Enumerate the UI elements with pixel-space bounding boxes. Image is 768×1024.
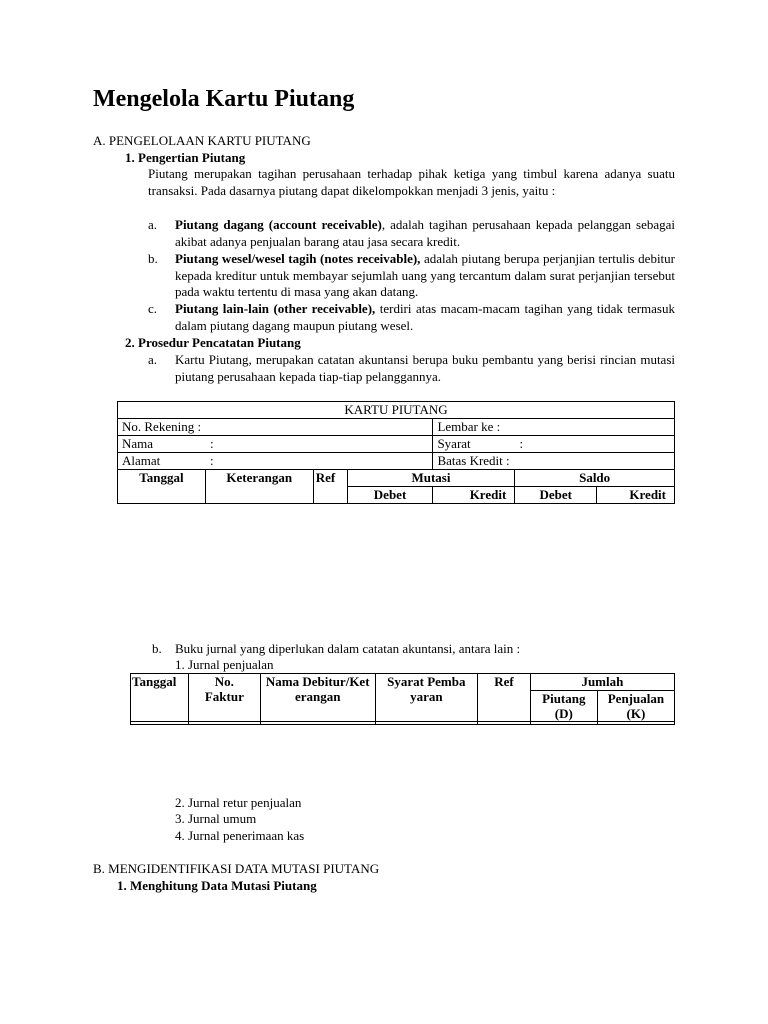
section-b-heading: B. MENGIDENTIFIKASI DATA MUTASI PIUTANG — [93, 861, 380, 876]
jurnal-header-tanggal: Tanggal — [131, 674, 189, 722]
alamat-colon: : — [210, 453, 214, 468]
jurnal-empty-cell — [597, 722, 674, 725]
jurnal-header-no-faktur: No. Faktur — [188, 674, 260, 722]
piutang-wesel-item — [175, 251, 675, 301]
jurnal-penjualan-item: 1. Jurnal penjualan — [175, 657, 274, 672]
header-saldo-debet: Debet — [515, 487, 597, 504]
syarat-colon: : — [519, 436, 524, 451]
batas-kredit-label: Batas Kredit : — [433, 453, 675, 470]
piutang-intro-paragraph: Piutang merupakan tagihan perusahaan terhadap pihak ketiga yang timbul karena adanya suatu transaksi. Pada dasarnya piutang dapat dikelompokkan menjadi 3 jenis, yaitu : — [148, 166, 675, 198]
jurnal-header-piutang: Piutang (D) — [530, 691, 597, 722]
header-saldo: Saldo — [515, 470, 675, 487]
list-marker-2b: b. — [152, 641, 162, 656]
header-ref: Ref — [313, 470, 347, 504]
jurnal-kas-item: 4. Jurnal penerimaan kas — [175, 828, 305, 843]
alamat-cell — [118, 453, 433, 470]
piutang-wesel-term: Piutang wesel/wesel tagih (notes receivable), — [175, 251, 421, 266]
item-2-heading: 2. Prosedur Pencatatan Piutang — [125, 335, 301, 350]
header-tanggal: Tanggal — [118, 470, 206, 504]
section-a-heading: A. PENGELOLAAN KARTU PIUTANG — [93, 133, 311, 148]
jurnal-empty-cell — [530, 722, 597, 725]
syarat-label: Syarat — [437, 436, 471, 451]
jurnal-empty-cell — [188, 722, 260, 725]
header-keterangan: Keterangan — [205, 470, 313, 504]
list-marker-b: b. — [148, 251, 158, 266]
nama-label: Nama — [122, 436, 154, 451]
jurnal-header-syarat: Syarat Pembayaran — [375, 674, 478, 722]
kartu-piutang-table — [117, 401, 675, 504]
no-rekening-label: No. Rekening : — [118, 419, 433, 436]
piutang-dagang-item — [175, 217, 675, 250]
header-mutasi-kredit: Kredit — [433, 487, 515, 504]
nama-cell — [118, 436, 433, 453]
piutang-wesel-desc: adalah piutang berupa perjanjian tertulis debitur kepada kreditur untuk membayar sejumlah uang yang tercantum dalam surat perjanjian tersebut pada waktu tertentu di masa yang akan datang. — [175, 251, 675, 299]
kartu-piutang-desc: Kartu Piutang, merupakan catatan akuntansi berupa buku pembantu yang berisi rincian mutasi piutang perusahaan kepada tiap-tiap pelanggannya. — [175, 352, 675, 384]
jurnal-empty-cell — [131, 722, 189, 725]
piutang-dagang-desc: , adalah tagihan perusahaan kepada pelanggan sebagai akibat adanya penjualan barang atau jasa secara kredit. — [175, 217, 676, 249]
jurnal-header-nama-debitur: Nama Debitur/Keterangan — [260, 674, 375, 722]
piutang-dagang-term: Piutang dagang (account receivable) — [175, 217, 382, 232]
piutang-lain-item — [175, 301, 675, 334]
kartu-title: KARTU PIUTANG — [118, 402, 675, 419]
page-title: Mengelola Kartu Piutang — [93, 86, 355, 112]
buku-jurnal-desc: Buku jurnal yang diperlukan dalam catatan akuntansi, antara lain : — [175, 641, 521, 656]
section-b-item-1: 1. Menghitung Data Mutasi Piutang — [117, 878, 317, 893]
jurnal-retur-item: 2. Jurnal retur penjualan — [175, 795, 302, 810]
nama-colon: : — [210, 436, 214, 451]
lembar-label: Lembar ke : — [433, 419, 675, 436]
jurnal-empty-cell — [375, 722, 478, 725]
jurnal-penjualan-table — [130, 673, 675, 725]
header-mutasi-debet: Debet — [347, 487, 433, 504]
jurnal-empty-cell — [478, 722, 531, 725]
jurnal-header-jumlah: Jumlah — [530, 674, 674, 691]
alamat-label: Alamat — [122, 453, 161, 468]
header-mutasi: Mutasi — [347, 470, 515, 487]
list-marker-c: c. — [148, 301, 158, 316]
syarat-cell — [433, 436, 675, 453]
piutang-lain-desc: terdiri atas macam-macam tagihan yang tidak termasuk dalam piutang dagang maupun piutang wesel. — [175, 301, 675, 333]
jurnal-header-ref: Ref — [478, 674, 531, 722]
piutang-lain-term: Piutang lain-lain (other receivable), — [175, 301, 376, 316]
item-1-heading: 1. Pengertian Piutang — [125, 150, 246, 165]
jurnal-empty-cell — [260, 722, 375, 725]
jurnal-umum-item: 3. Jurnal umum — [175, 811, 257, 826]
header-saldo-kredit: Kredit — [597, 487, 675, 504]
list-marker-a: a. — [148, 217, 158, 232]
list-marker-2a: a. — [148, 352, 158, 367]
jurnal-header-penjualan: Penjualan (K) — [597, 691, 674, 722]
